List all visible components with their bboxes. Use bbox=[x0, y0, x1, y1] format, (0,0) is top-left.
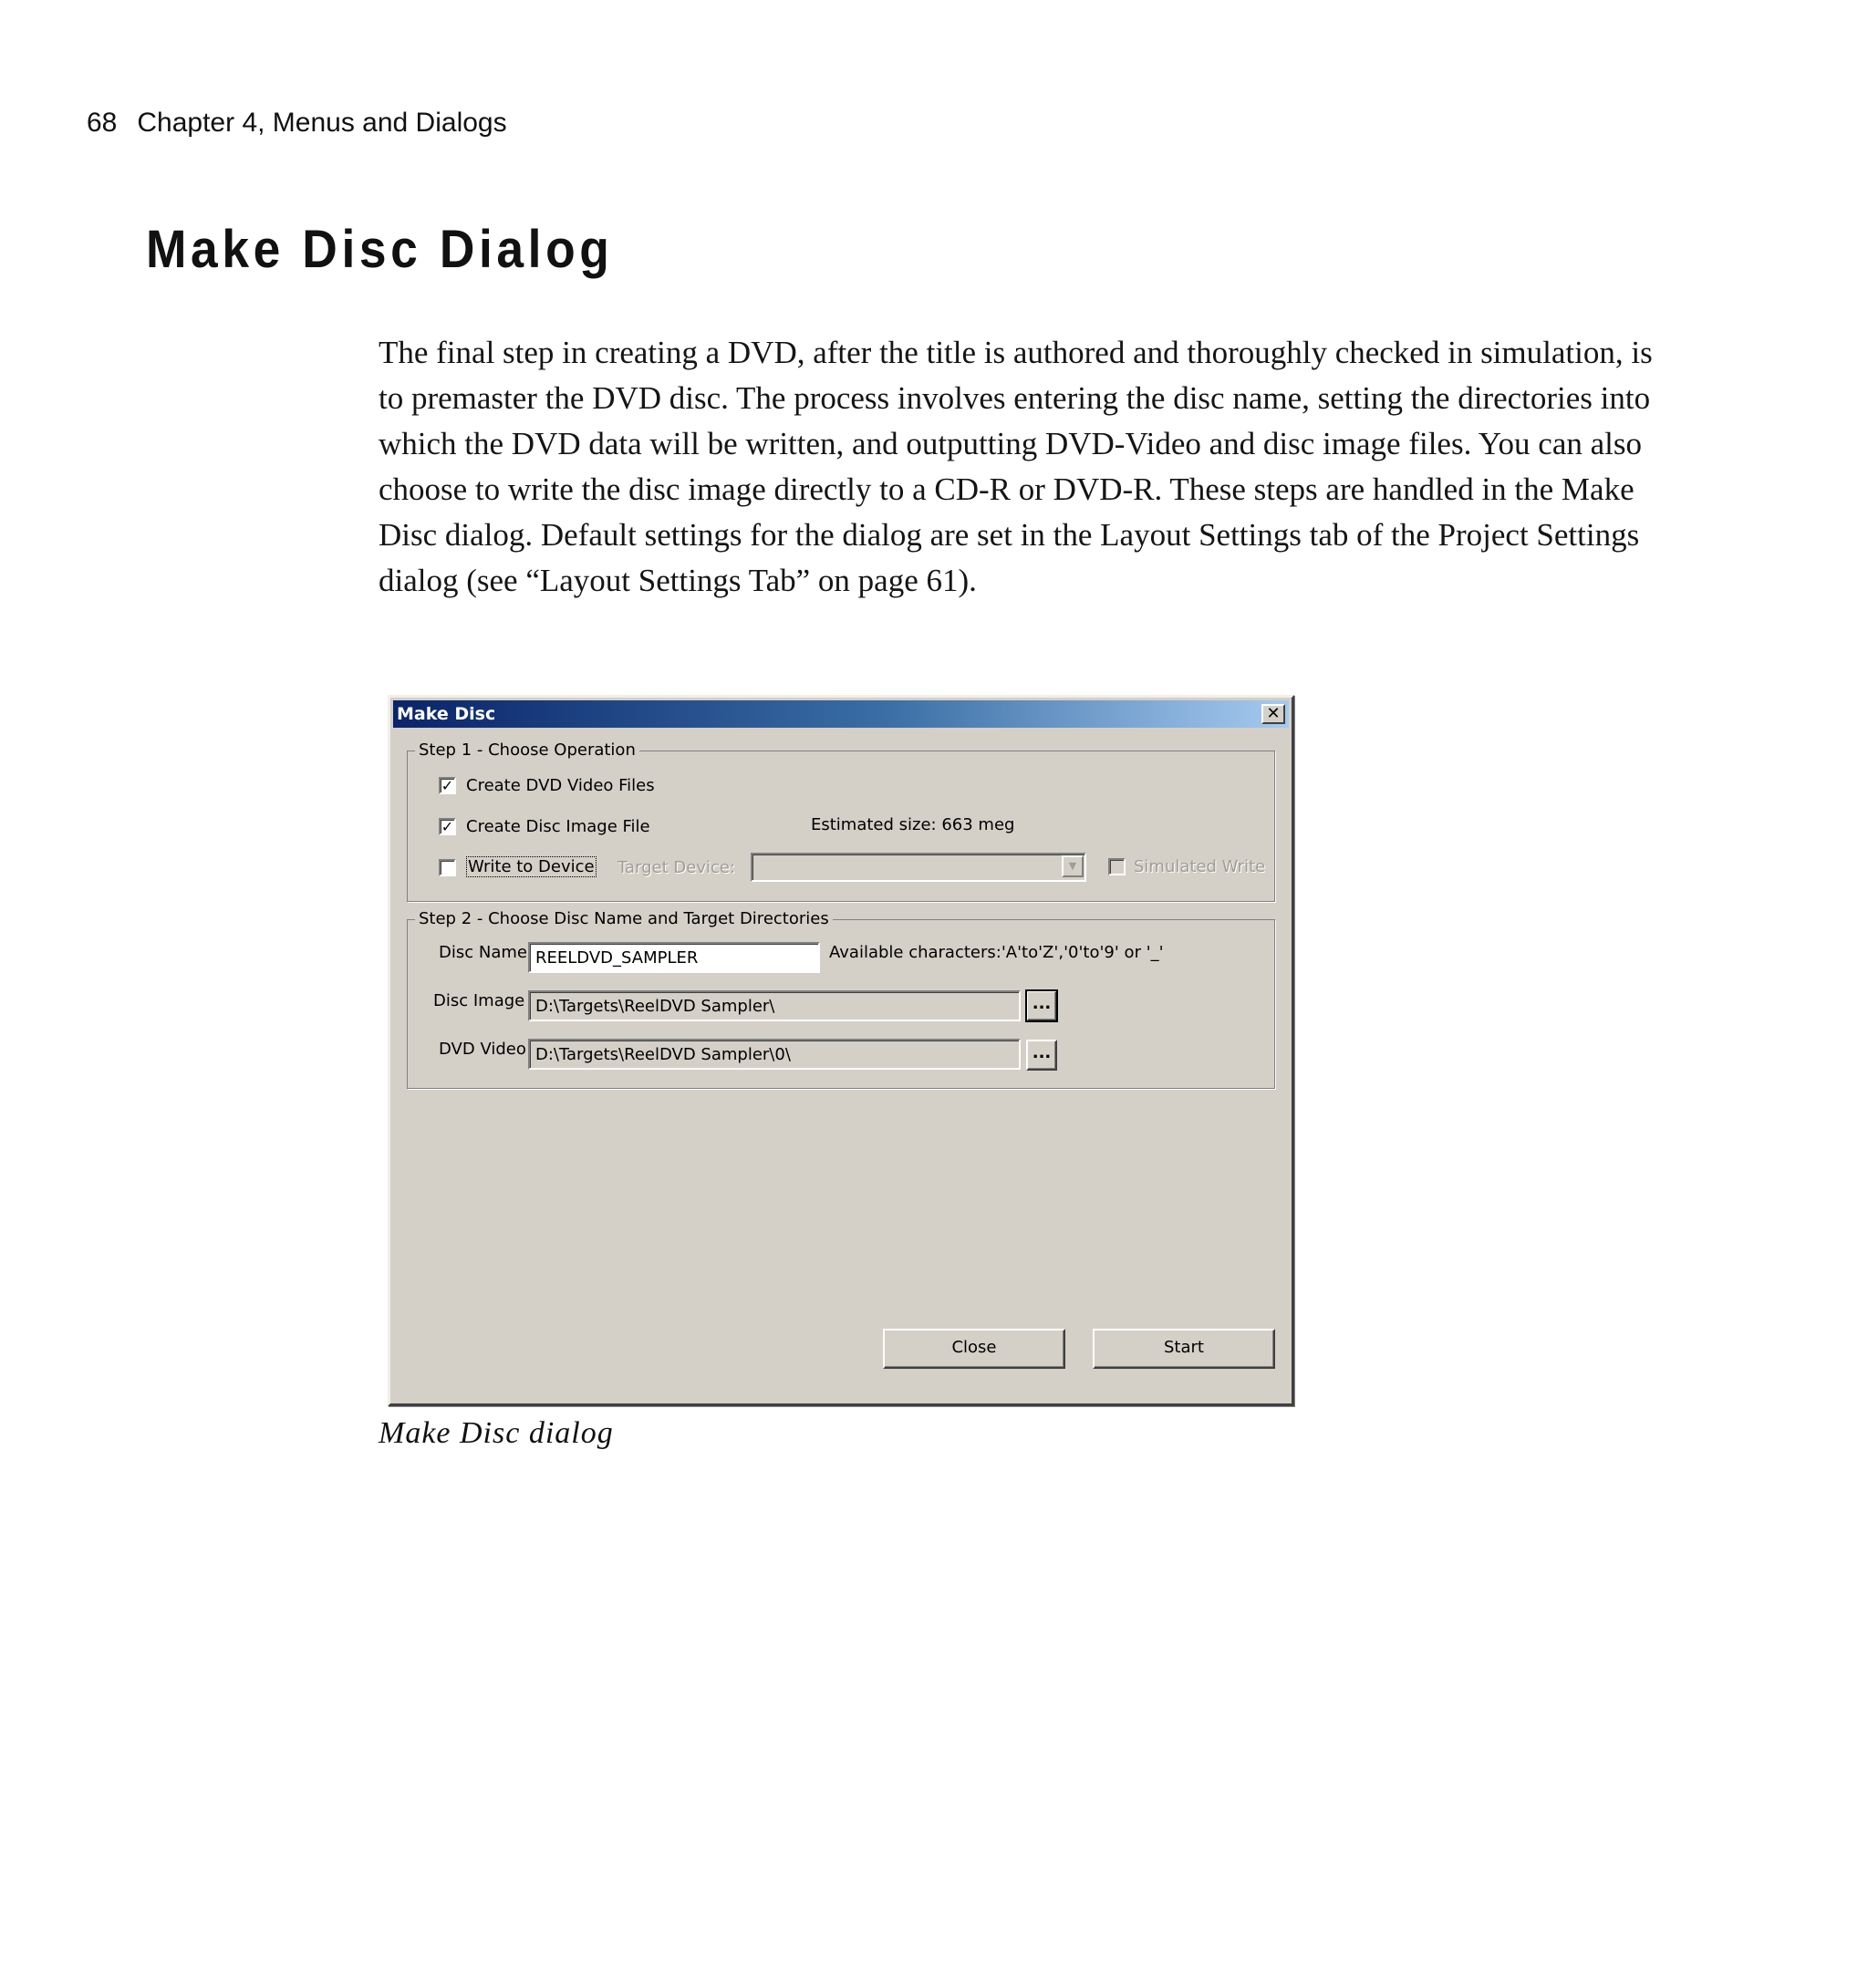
available-characters-hint: Available characters:'A'to'Z','0'to'9' or '_' bbox=[829, 943, 1164, 962]
dvd-video-browse-button[interactable]: ... bbox=[1026, 1040, 1057, 1071]
disc-image-label: Disc Image bbox=[433, 991, 525, 1010]
create-disc-image-file-label[interactable]: Create Disc Image File bbox=[466, 817, 650, 836]
write-to-device-label[interactable] bbox=[466, 857, 597, 876]
simulated-write-label[interactable]: Simulated Write bbox=[1134, 857, 1266, 876]
create-dvd-video-files-label[interactable]: Create DVD Video Files bbox=[466, 776, 655, 795]
estimated-size-text: Estimated size: 663 meg bbox=[811, 815, 1015, 834]
running-header bbox=[87, 108, 507, 139]
disc-image-browse-button[interactable]: ... bbox=[1026, 990, 1057, 1021]
dvd-video-label: DVD Video bbox=[439, 1040, 526, 1059]
dvd-video-path-field[interactable]: D:\Targets\ReelDVD Sampler\0\ bbox=[528, 1039, 1021, 1070]
disc-name-label: Disc Name bbox=[439, 943, 527, 962]
simulated-write-checkbox[interactable] bbox=[1108, 858, 1126, 875]
step1-group bbox=[407, 740, 1275, 902]
write-to-device-checkbox[interactable] bbox=[439, 859, 456, 876]
create-dvd-video-files-checkbox[interactable]: ✓ bbox=[439, 777, 456, 794]
disc-name-input[interactable]: REELDVD_SAMPLER bbox=[528, 942, 820, 973]
chevron-down-icon[interactable]: ▼ bbox=[1062, 855, 1084, 877]
disc-image-path-field[interactable]: D:\Targets\ReelDVD Sampler\ bbox=[528, 990, 1021, 1021]
section-title: Make Disc Dialog bbox=[146, 220, 614, 279]
body-paragraph: The final step in creating a DVD, after the title is authored and thoroughly checked in simulation, is to premaster the DVD disc. The process involves entering the disc name, setting the directories into which the DVD data will be written, and outputting DVD-Video and disc image files. You can also choose to write the disc image directly to a CD-R or DVD-R. These steps are handled in the Make Disc dialog. Default settings for the dialog are set in the Layout Settings tab of the Project Settings dialog (see “Layout Settings Tab” on page 61). bbox=[379, 335, 1653, 598]
target-device-dropdown[interactable] bbox=[751, 853, 1086, 882]
chapter-title: Chapter 4, Menus and Dialogs bbox=[137, 108, 507, 138]
figure-caption: Make Disc dialog bbox=[379, 1416, 614, 1450]
page-number: 68 bbox=[87, 108, 118, 138]
dialog-title: Make Disc bbox=[397, 704, 496, 724]
dialog-title-bar[interactable] bbox=[393, 700, 1289, 728]
close-button[interactable]: Close bbox=[883, 1329, 1065, 1369]
step1-legend: Step 1 - Choose Operation bbox=[415, 740, 639, 760]
close-icon[interactable]: ✕ bbox=[1261, 704, 1285, 724]
write-to-device-label-text: Write to Device bbox=[468, 857, 595, 876]
create-disc-image-file-checkbox[interactable]: ✓ bbox=[439, 818, 456, 835]
target-device-label: Target Device: bbox=[617, 858, 736, 877]
step2-group bbox=[407, 909, 1275, 1089]
make-disc-dialog bbox=[388, 695, 1294, 1406]
start-button[interactable]: Start bbox=[1093, 1329, 1275, 1369]
step2-legend: Step 2 - Choose Disc Name and Target Directories bbox=[415, 909, 833, 928]
